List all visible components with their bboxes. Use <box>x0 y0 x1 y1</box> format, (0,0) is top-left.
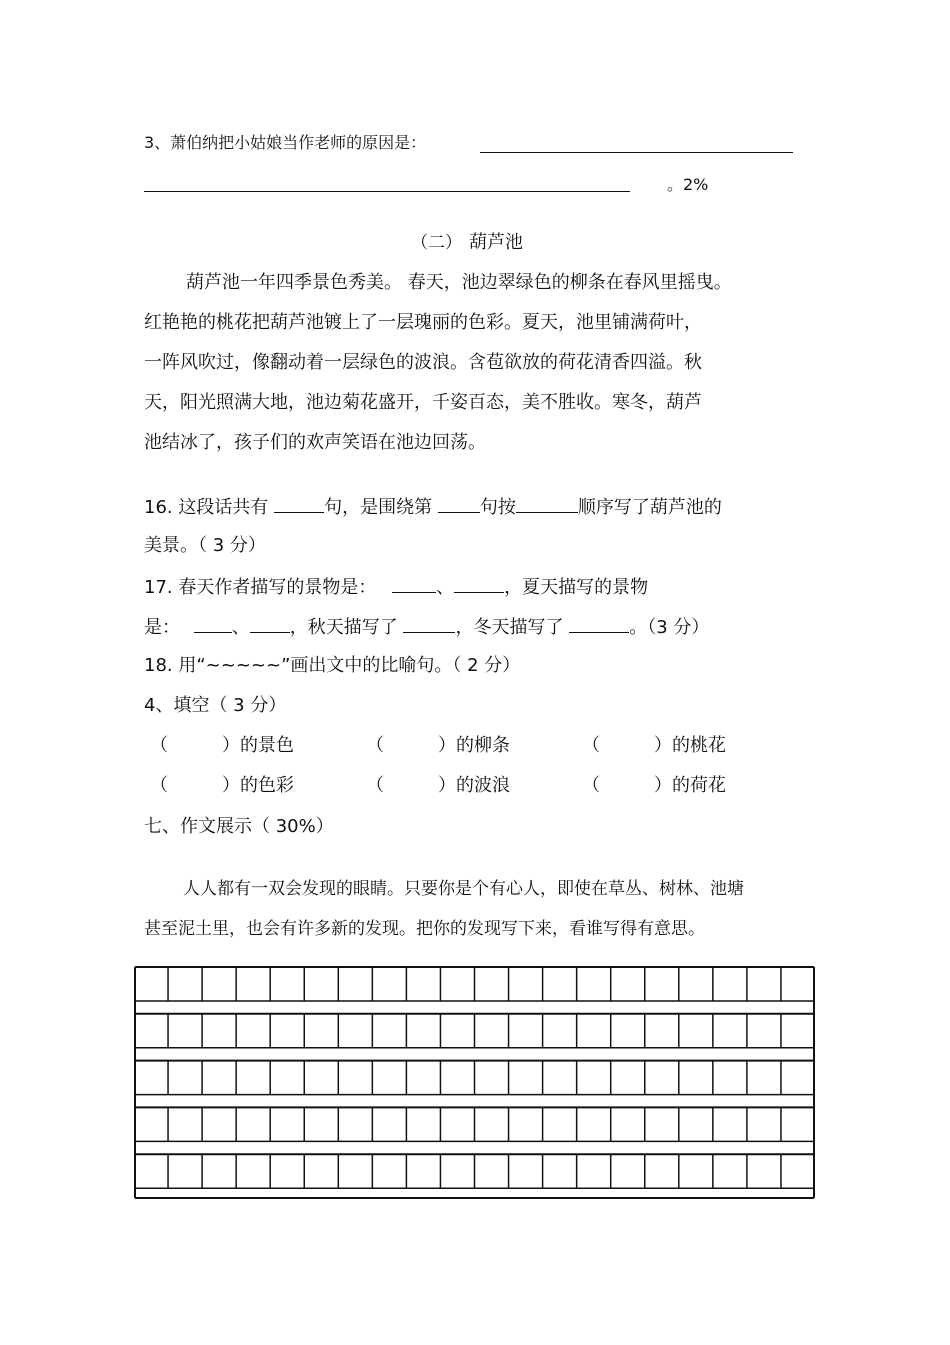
q17-sep2: 、 <box>231 617 250 638</box>
passage-line-1: 葫芦池一年四季景色秀美。 春天，池边翠绿色的柳条在春风里摇曳。 <box>186 272 732 293</box>
q16-part2: 句，是围绕第 <box>324 497 433 518</box>
q17-blank-spring-1[interactable] <box>392 574 436 593</box>
passage-line-4: 天，阳光照满大地，池边菊花盛开，千姿百态，美不胜收。寒冬，葫芦 <box>144 392 702 413</box>
q17-part1: 17. 春天作者描写的景物是： <box>144 577 377 598</box>
q17-score: 。（3 分） <box>629 617 710 638</box>
q17-blank-spring-2[interactable] <box>454 574 504 593</box>
composition-prompt-line-2: 甚至泥土里，也会有许多新的发现。把你的发现写下来，看谁写得有意思。 <box>144 919 705 939</box>
q16-blank-sentences[interactable] <box>274 494 324 513</box>
q17-part4: ，冬天描写了 <box>455 617 564 638</box>
passage-line-2: 红艳艳的桃花把葫芦池镀上了一层瑰丽的色彩。夏天，池里铺满荷叶， <box>144 312 702 333</box>
composition-prompt-line-1: 人人都有一双会发现的眼睛。只要你是个有心人，即使在草丛、树林、池塘 <box>183 879 744 899</box>
q17-line2-start: 是： <box>144 617 180 638</box>
q17-line-2 <box>144 614 709 640</box>
section7-title: 七、作文展示（ 30%） <box>144 816 334 837</box>
q17-blank-summer-1[interactable] <box>194 614 232 633</box>
q16-blank-order[interactable] <box>516 494 578 513</box>
q17-blank-summer-2[interactable] <box>250 614 290 633</box>
q17-line-1 <box>144 574 648 600</box>
q3-prompt: 3、萧伯纳把小姑娘当作老师的原因是： <box>144 133 427 152</box>
q16-part3: 句按 <box>479 497 516 518</box>
passage-line-3: 一阵风吹过，像翻动着一层绿色的波浪。含苞欲放的荷花清香四溢。秋 <box>144 352 702 373</box>
passage-line-5: 池结冰了，孩子们的欢声笑语在池边回荡。 <box>144 432 486 453</box>
q3-answer-line-1[interactable] <box>480 152 793 153</box>
q17-blank-autumn[interactable] <box>403 614 455 633</box>
q16-part1: 16. 这段话共有 <box>144 497 269 518</box>
q4-item-6[interactable]: （ ）的荷花 <box>582 775 726 796</box>
q4-item-4[interactable]: （ ）的色彩 <box>150 775 294 796</box>
q18-text: 18. 用“~~~~~”画出文中的比喻句。（ 2 分） <box>144 655 521 676</box>
q16-line-2: 美景。（ 3 分） <box>144 535 266 556</box>
writing-grid[interactable] <box>134 966 815 1199</box>
section2-title: 葫芦池 <box>469 232 523 253</box>
q17-part2: ，夏天描写的景物 <box>504 577 649 598</box>
q17-blank-winter[interactable] <box>569 614 629 633</box>
q4-title: 4、填空（ 3 分） <box>144 695 287 716</box>
q17-part3: ，秋天描写了 <box>289 617 398 638</box>
q16-blank-sentence-no[interactable] <box>438 494 480 513</box>
q4-item-5[interactable]: （ ）的波浪 <box>366 775 510 796</box>
q4-item-2[interactable]: （ ）的柳条 <box>366 735 510 756</box>
q3-score: 。2% <box>667 175 709 194</box>
q4-item-1[interactable]: （ ）的景色 <box>150 735 294 756</box>
q16-part4: 顺序写了葫芦池的 <box>577 497 722 518</box>
q3-answer-line-2[interactable] <box>144 191 630 192</box>
q4-item-3[interactable]: （ ）的桃花 <box>582 735 726 756</box>
q16-line-1 <box>144 494 722 520</box>
section2-number: （二） <box>411 233 462 253</box>
q17-sep1: 、 <box>436 577 455 598</box>
